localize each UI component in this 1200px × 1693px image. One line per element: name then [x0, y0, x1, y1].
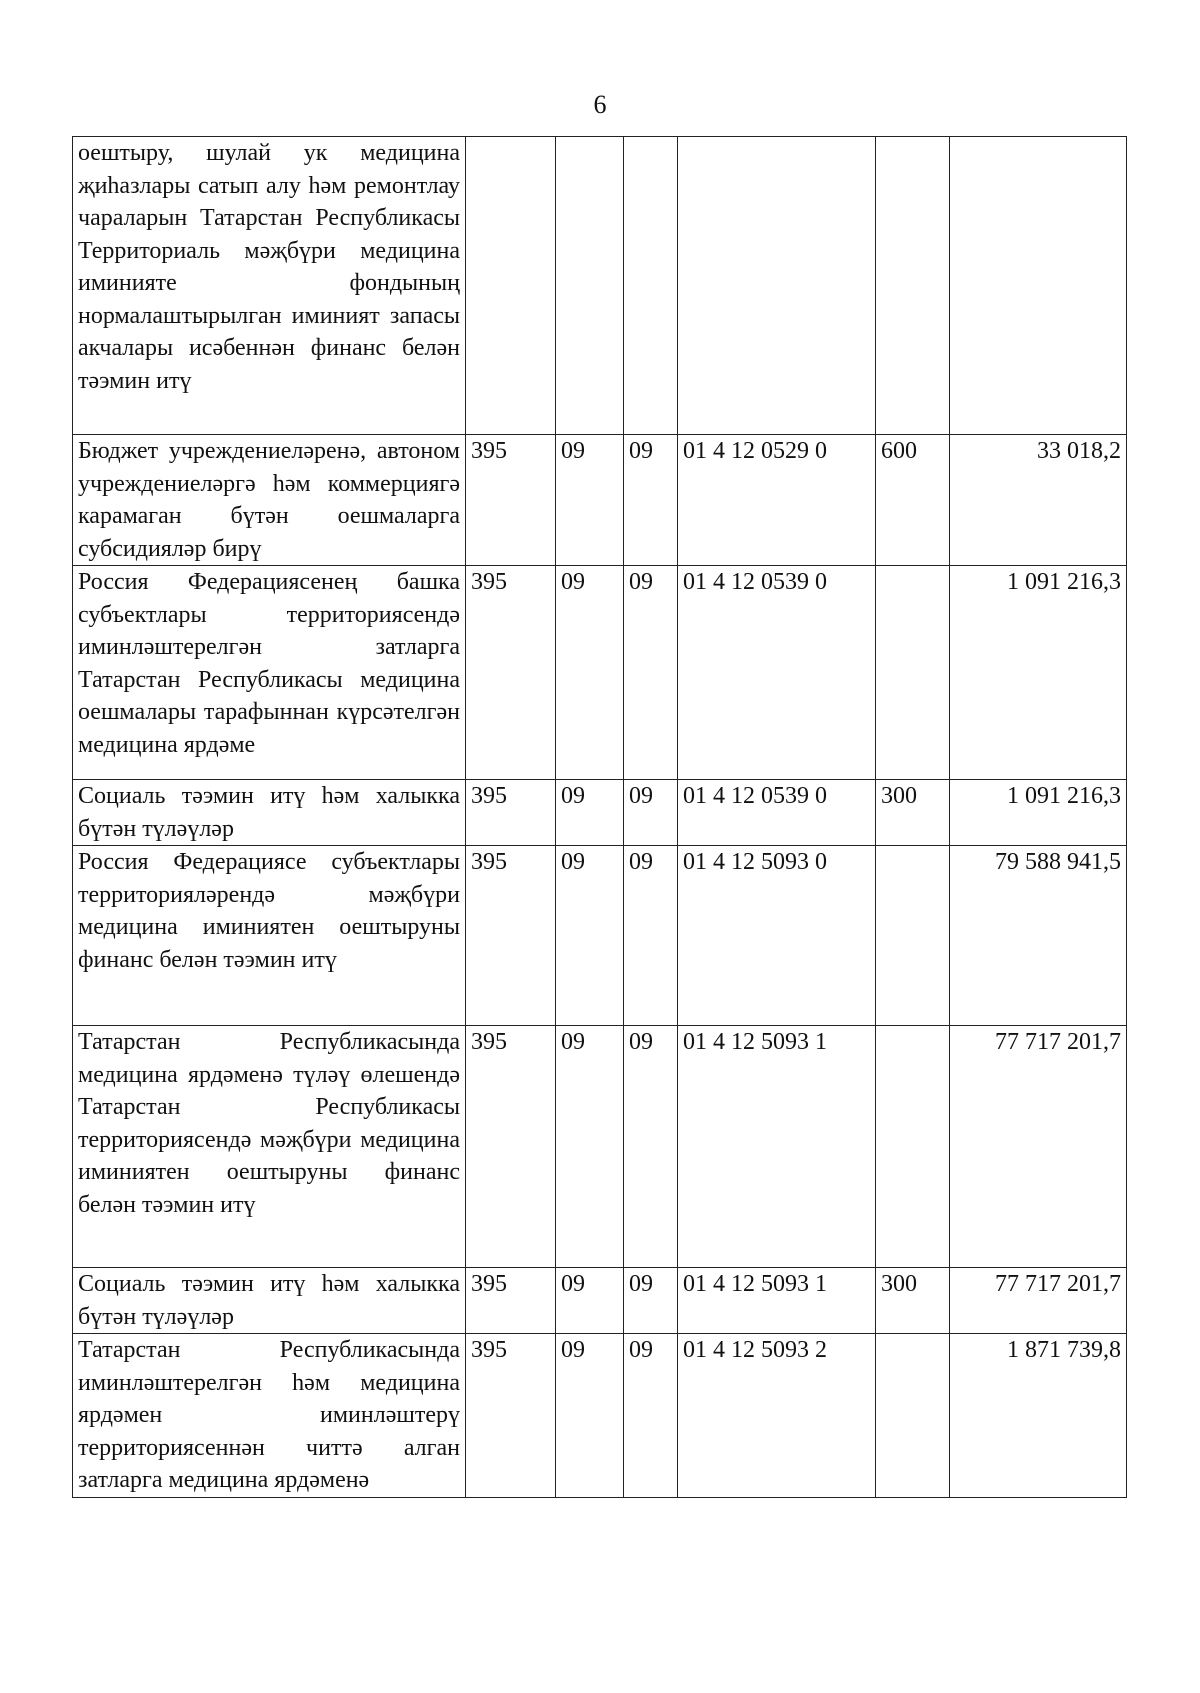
- table-row: [73, 1268, 1127, 1334]
- subsection-code: 09: [624, 1268, 678, 1334]
- ministry-code: 395: [466, 1334, 556, 1498]
- amount-value: 1 871 739,8: [950, 1334, 1127, 1498]
- ministry-code: 395: [466, 846, 556, 1026]
- ministry-code: 395: [466, 1268, 556, 1334]
- subsection-code: [624, 137, 678, 435]
- subsection-code: 09: [624, 1334, 678, 1498]
- expense-type-code: [876, 137, 950, 435]
- expense-type-code: [876, 566, 950, 780]
- section-code: 09: [556, 566, 624, 780]
- row-description: Татарстан Республикасында медицина ярдәменә түләү өлешендә Татарстан Республикасы территориясендә мәҗбүри медицина иминиятен оештыруны финанс белән тәэмин итү: [73, 1026, 466, 1268]
- section-code: [556, 137, 624, 435]
- target-article-code: 01 4 12 0529 0: [678, 435, 876, 566]
- expense-type-code: [876, 846, 950, 1026]
- ministry-code: [466, 137, 556, 435]
- row-description: Социаль тәэмин итү һәм халыкка бүтән түләүләр: [73, 780, 466, 846]
- expense-type-code: [876, 1334, 950, 1498]
- budget-table: [72, 136, 1127, 1498]
- amount-value: 79 588 941,5: [950, 846, 1127, 1026]
- table-row: [73, 435, 1127, 566]
- amount-value: 1 091 216,3: [950, 780, 1127, 846]
- row-description: Татарстан Республикасында иминләштерелгән һәм медицина ярдәмен иминләштерү территориясеннән читтә алган затларга медицина ярдәменә: [73, 1334, 466, 1498]
- target-article-code: 01 4 12 5093 1: [678, 1268, 876, 1334]
- target-article-code: 01 4 12 5093 0: [678, 846, 876, 1026]
- target-article-code: 01 4 12 5093 2: [678, 1334, 876, 1498]
- amount-value: 33 018,2: [950, 435, 1127, 566]
- expense-type-code: 300: [876, 780, 950, 846]
- table-row: [73, 780, 1127, 846]
- amount-value: 77 717 201,7: [950, 1268, 1127, 1334]
- section-code: 09: [556, 1026, 624, 1268]
- ministry-code: 395: [466, 435, 556, 566]
- table-row: [73, 846, 1127, 1026]
- subsection-code: 09: [624, 566, 678, 780]
- page-number: 6: [593, 90, 607, 119]
- budget-table-body: [73, 137, 1127, 1498]
- section-code: 09: [556, 780, 624, 846]
- section-code: 09: [556, 846, 624, 1026]
- expense-type-code: [876, 1026, 950, 1268]
- ministry-code: 395: [466, 780, 556, 846]
- section-code: 09: [556, 1268, 624, 1334]
- subsection-code: 09: [624, 435, 678, 566]
- target-article-code: [678, 137, 876, 435]
- target-article-code: 01 4 12 0539 0: [678, 780, 876, 846]
- amount-value: 77 717 201,7: [950, 1026, 1127, 1268]
- subsection-code: 09: [624, 780, 678, 846]
- target-article-code: 01 4 12 0539 0: [678, 566, 876, 780]
- target-article-code: 01 4 12 5093 1: [678, 1026, 876, 1268]
- amount-value: 1 091 216,3: [950, 566, 1127, 780]
- amount-value: [950, 137, 1127, 435]
- subsection-code: 09: [624, 1026, 678, 1268]
- expense-type-code: 600: [876, 435, 950, 566]
- section-code: 09: [556, 435, 624, 566]
- table-row: [73, 137, 1127, 435]
- section-code: 09: [556, 1334, 624, 1498]
- ministry-code: 395: [466, 1026, 556, 1268]
- table-row: [73, 1334, 1127, 1498]
- ministry-code: 395: [466, 566, 556, 780]
- subsection-code: 09: [624, 846, 678, 1026]
- row-description: оештыру, шулай ук медицина җиһазлары сатып алу һәм ремонтлау чараларын Татарстан Республикасы Территориаль мәҗбүри медицина иминияте фондының нормалаштырылган иминият запасы акчалары исәбеннән финанс белән тәэмин итү: [73, 137, 466, 435]
- row-description: Бюджет учреждениеләренә, автоном учреждениеләргә һәм коммерциягә карамаган бүтән оешмаларга субсидияләр бирү: [73, 435, 466, 566]
- table-row: [73, 1026, 1127, 1268]
- row-description: Россия Федерациясе субъектлары территорияләрендә мәҗбүри медицина иминиятен оештыруны финанс белән тәэмин итү: [73, 846, 466, 1026]
- row-description: Россия Федерациясенең башка субъектлары территориясендә иминләштерелгән затларга Татарстан Республикасы медицина оешмалары тарафыннан күрсәтелгән медицина ярдәме: [73, 566, 466, 780]
- row-description: Социаль тәэмин итү һәм халыкка бүтән түләүләр: [73, 1268, 466, 1334]
- expense-type-code: 300: [876, 1268, 950, 1334]
- table-row: [73, 566, 1127, 780]
